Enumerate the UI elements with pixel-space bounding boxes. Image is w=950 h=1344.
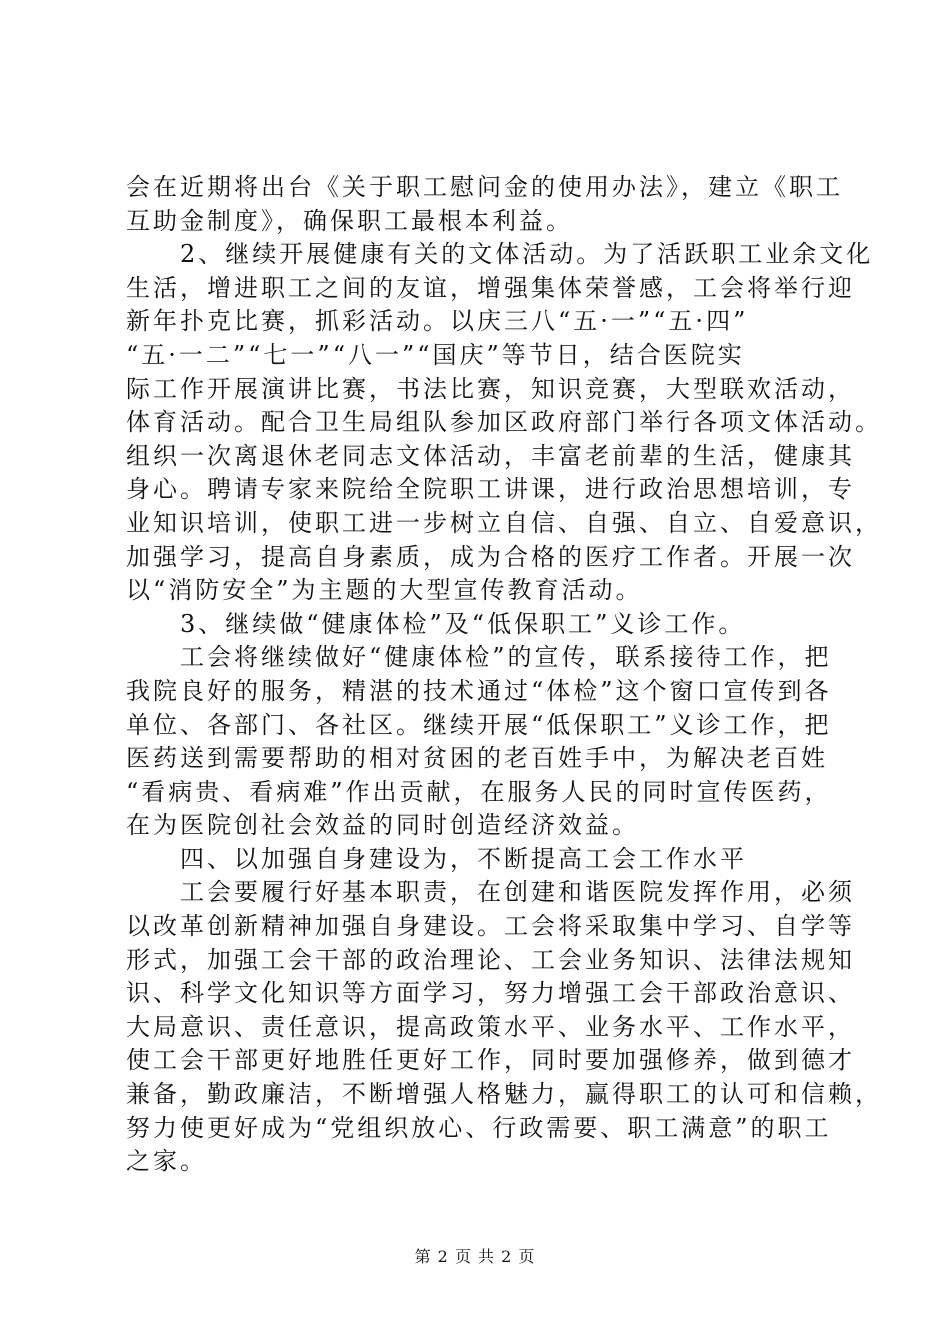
text-line: 兼备，勤政廉洁，不断增强人格魅力，赢得职工的认可和信赖， bbox=[126, 1080, 882, 1109]
text-line: 之家。 bbox=[126, 1147, 207, 1176]
text-line: 工会将继续做好“健康体检”的宣传，联系接待工作，把 bbox=[126, 643, 832, 672]
text-line: “五·一二”“七一”“八一”“国庆”等节日，结合医院实 bbox=[126, 340, 745, 369]
page-footer bbox=[0, 1244, 950, 1267]
text-line: 使工会干部更好地胜任更好工作，同时要加强修养，做到德才 bbox=[126, 1046, 855, 1075]
text-line: 我院良好的服务，精湛的技术通过“体检”这个窗口宣传到各 bbox=[126, 676, 832, 705]
text-line: 际工作开展演讲比赛，书法比赛，知识竞赛，大型联欢活动， bbox=[126, 374, 855, 403]
text-line: 四、以加强自身建设为，不断提高工会工作水平 bbox=[126, 844, 747, 873]
text-line: 识、科学文化知识等方面学习，努力增强工会干部政治意识、 bbox=[126, 979, 855, 1008]
text-line: 身心。聘请专家来院给全院职工讲课，进行政治思想培训，专 bbox=[126, 475, 855, 504]
text-line: “看病贵、看病难”作出贡献，在服务人民的同时宣传医药， bbox=[126, 777, 832, 806]
text-line: 会在近期将出台《关于职工慰问金的使用办法》，建立《职工 bbox=[126, 173, 843, 201]
text-line: 3、继续做“健康体检”及“低保职工”义诊工作。 bbox=[126, 609, 746, 638]
text-line: 新年扑克比赛，抓彩活动。以庆三八“五·一”“五·四” bbox=[126, 307, 749, 336]
text-line: 努力使更好成为“党组织放心、行政需要、职工满意”的职工 bbox=[126, 1113, 832, 1142]
text-line: 组织一次离退休老同志文体活动，丰富老前辈的生活，健康其 bbox=[126, 441, 855, 470]
text-line: 在为医院创社会效益的同时创造经济效益。 bbox=[126, 811, 639, 840]
text-line: 以改革创新精神加强自身建设。工会将采取集中学习、自学等 bbox=[126, 912, 855, 941]
document-body bbox=[126, 171, 882, 1179]
text-line: 医药送到需要帮助的相对贫困的老百姓手中，为解决老百姓 bbox=[126, 744, 828, 773]
text-line: 以“消防安全”为主题的大型宣传教育活动。 bbox=[126, 576, 643, 605]
text-line: 大局意识、责任意识，提高政策水平、业务水平、工作水平， bbox=[126, 1012, 855, 1041]
text-line: 工会要履行好基本职责，在创建和谐医院发挥作用，必须 bbox=[126, 878, 855, 907]
text-line: 单位、各部门、各社区。继续开展“低保职工”义诊工作，把 bbox=[126, 710, 832, 739]
page-number: 第 2 页 共 2 页 bbox=[414, 1247, 536, 1266]
text-line: 互助金制度》，确保职工最根本利益。 bbox=[126, 206, 573, 235]
text-line: 2、继续开展健康有关的文体活动。为了活跃职工业余文化 bbox=[126, 240, 874, 269]
text-line: 加强学习，提高自身素质，成为合格的医疗工作者。开展一次 bbox=[126, 542, 855, 571]
text-line: 生活，增进职工之间的友谊，增强集体荣誉感，工会将举行迎 bbox=[126, 273, 855, 302]
text-line: 业知识培训，使职工进一步树立自信、自强、自立、自爱意识， bbox=[126, 508, 882, 537]
text-line: 形式，加强工会干部的政治理论、工会业务知识、法律法规知 bbox=[126, 945, 855, 974]
text-line: 体育活动。配合卫生局组队参加区政府部门举行各项文体活动。 bbox=[126, 408, 882, 437]
